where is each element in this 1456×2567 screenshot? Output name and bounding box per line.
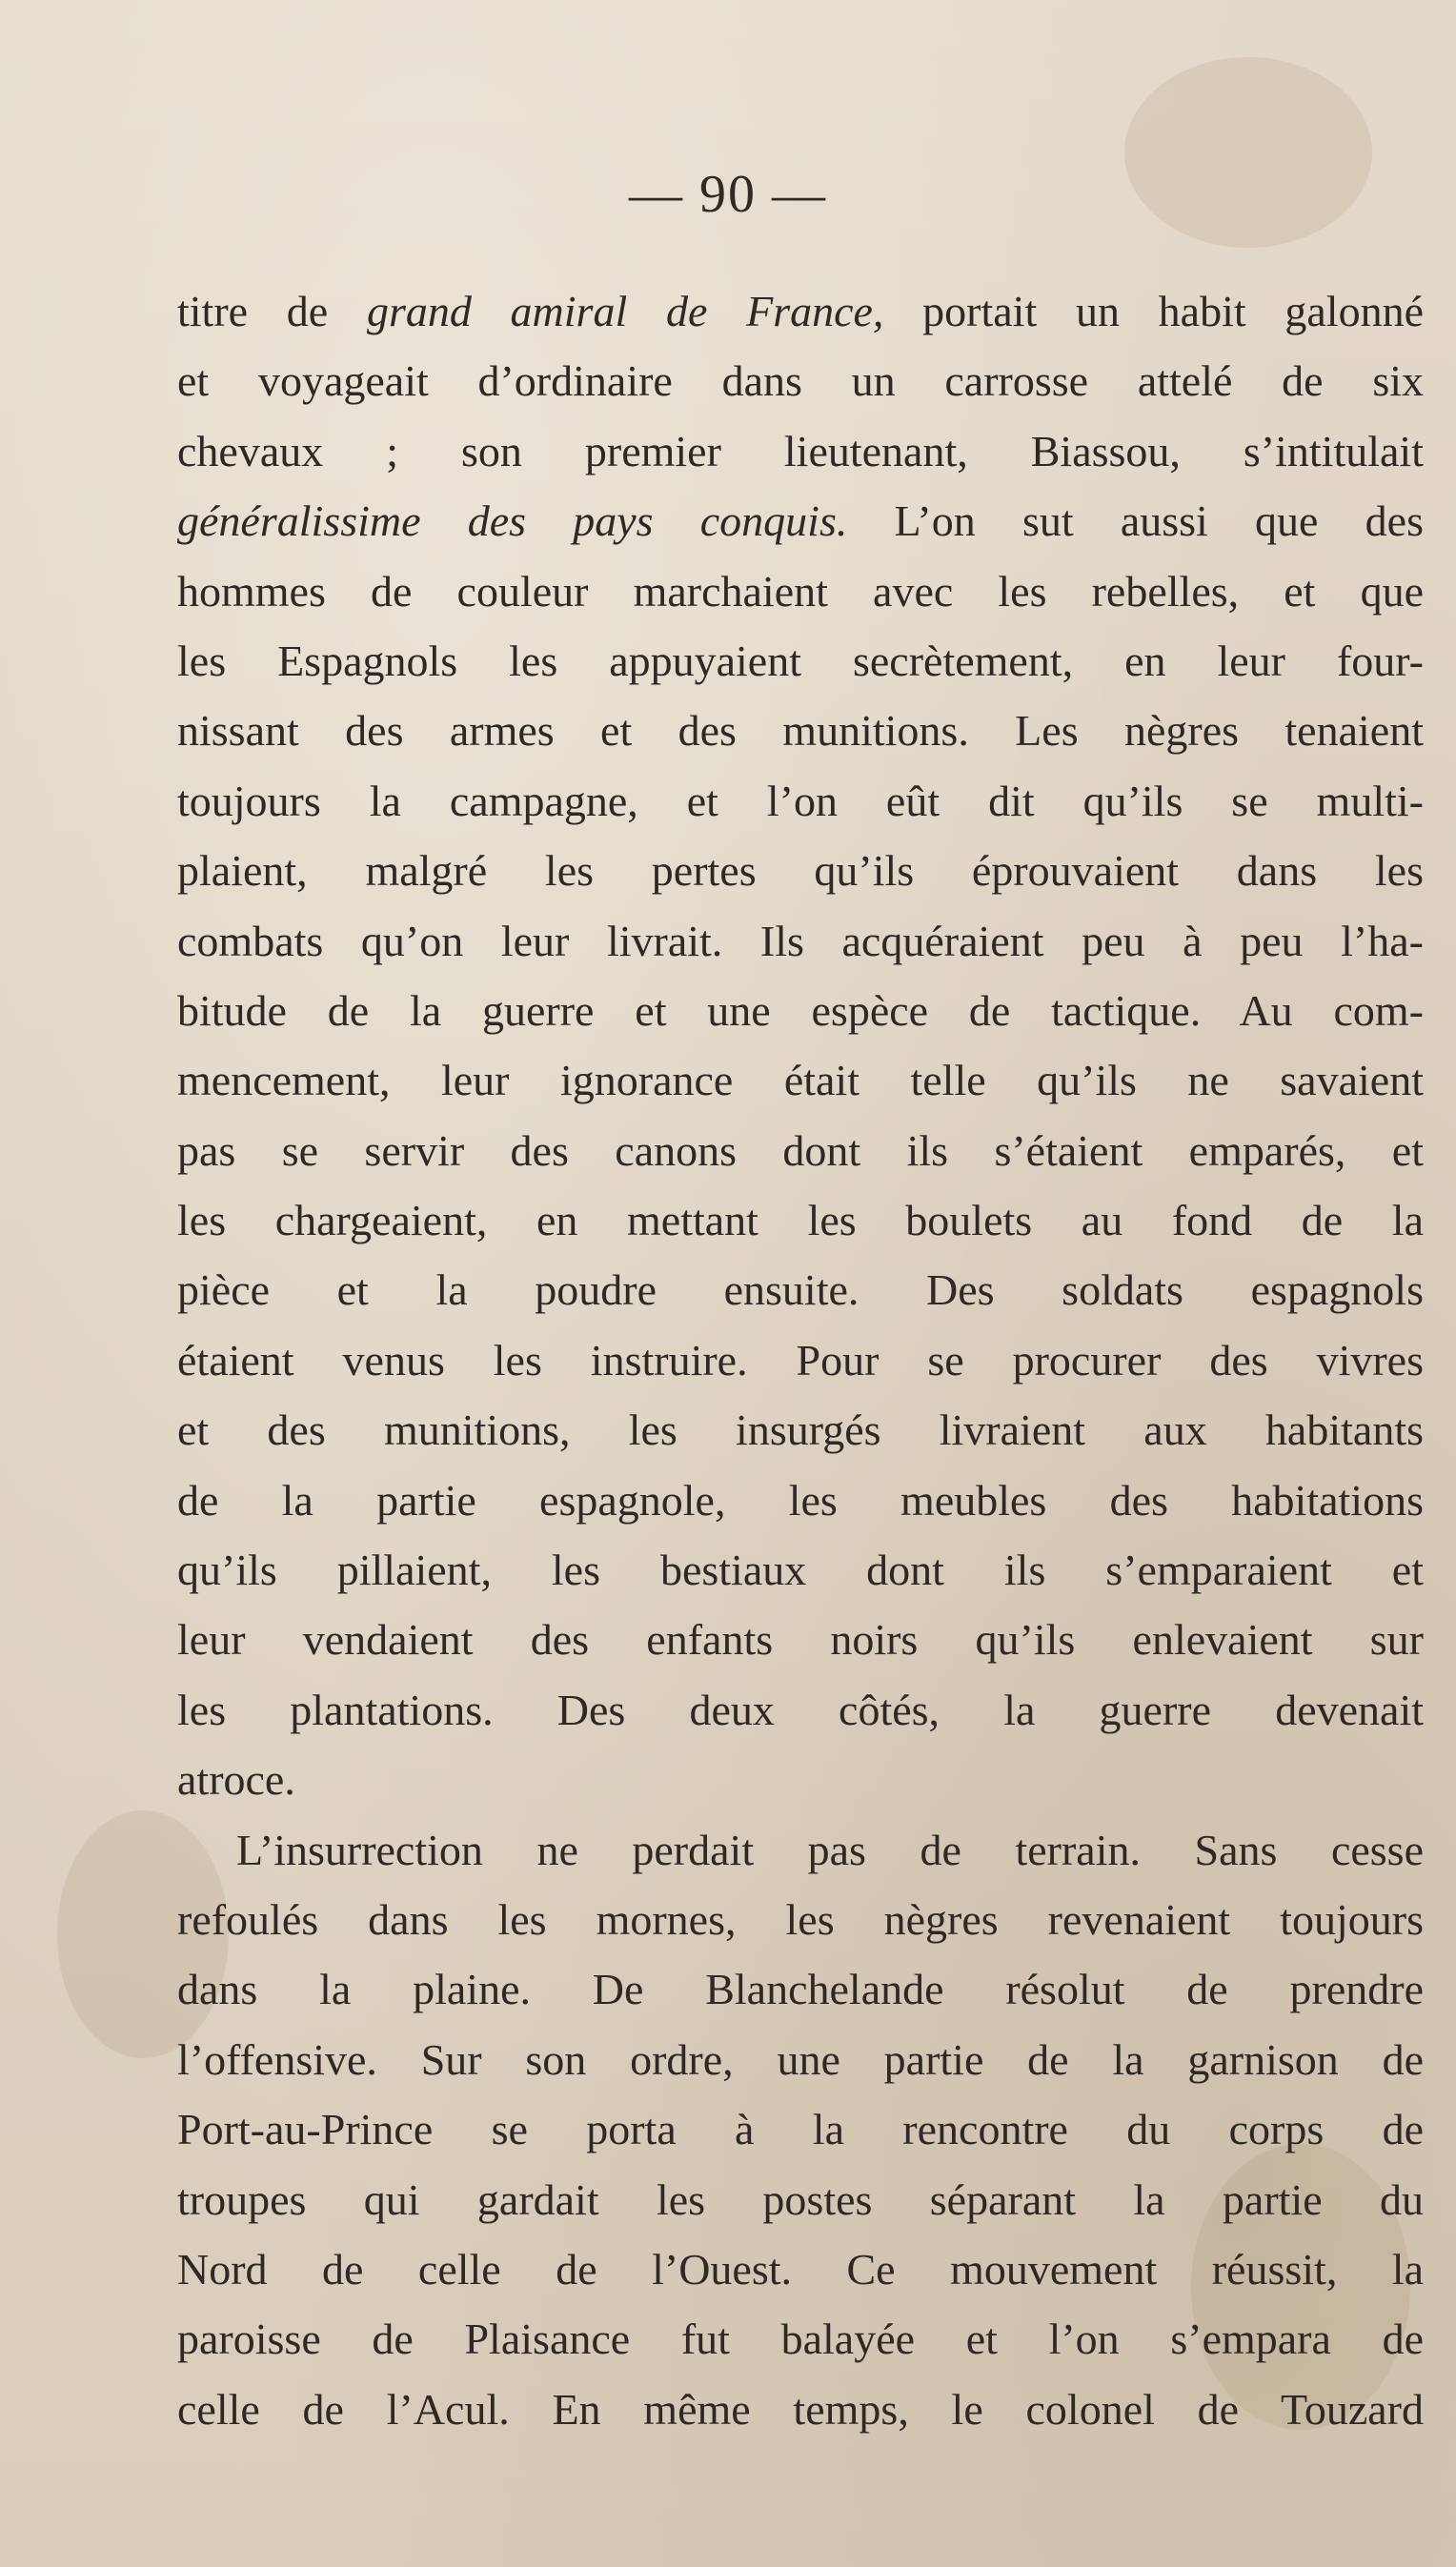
text-line: de la partie espagnole, les meubles des habitations	[177, 1475, 1424, 1525]
text-line: Nord de celle de l’Ouest. Ce mouvement réussit, la	[177, 2244, 1424, 2294]
text-line: bitude de la guerre et une espèce de tactique. Au com-	[177, 985, 1424, 1035]
text-line: atroce.	[177, 1755, 295, 1805]
text-line: troupes qui gardait les postes séparant la partie du	[177, 2174, 1424, 2224]
text-line: et des munitions, les insurgés livraient aux habitants	[177, 1405, 1424, 1455]
text-line: toujours la campagne, et l’on eût dit qu’ils se multi-	[177, 776, 1424, 825]
text-line: mencement, leur ignorance était telle qu’ils ne savaient	[177, 1056, 1424, 1105]
text-line: dans la plaine. De Blanchelande résolut de prendre	[177, 1965, 1424, 2014]
text-line: qu’ils pillaient, les bestiaux dont ils s’emparaient et	[177, 1546, 1424, 1595]
text-line: chevaux ; son premier lieutenant, Biassou, s’intitulait	[177, 426, 1424, 475]
text-line: plaient, malgré les pertes qu’ils éprouvaient dans les	[177, 846, 1424, 896]
text-line: étaient venus les instruire. Pour se procurer des vivres	[177, 1335, 1424, 1385]
text-line: les Espagnols les appuyaient secrètement, en leur four-	[177, 636, 1424, 685]
text-line: combats qu’on leur livrait. Ils acquéraient peu à peu l’ha-	[177, 916, 1424, 965]
text-line: les plantations. Des deux côtés, la guerre devenait	[177, 1685, 1424, 1734]
page-number: — 90 —	[629, 165, 827, 224]
text-line: les chargeaient, en mettant les boulets au fond de la	[177, 1196, 1424, 1245]
text-line: généralissime des pays conquis. L’on sut aussi que des	[177, 496, 1424, 546]
text-line: leur vendaient des enfants noirs qu’ils enlevaient sur	[177, 1615, 1424, 1665]
text-line: et voyageait d’ordinaire dans un carrosse attelé de six	[177, 356, 1424, 406]
text-line: paroisse de Plaisance fut balayée et l’on s’empara de	[177, 2314, 1424, 2364]
paragraph-start-line: L’insurrection ne perdait pas de terrain. Sans cesse	[236, 1825, 1424, 1874]
text-line: Port-au-Prince se porta à la rencontre du corps de	[177, 2105, 1424, 2154]
text-line: pièce et la poudre ensuite. Des soldats espagnols	[177, 1265, 1424, 1315]
text-line: celle de l’Acul. En même temps, le colonel de Touzard	[177, 2384, 1424, 2434]
text-line: nissant des armes et des munitions. Les nègres tenaient	[177, 706, 1424, 756]
text-line: l’offensive. Sur son ordre, une partie de la garnison de	[177, 2034, 1424, 2084]
text-line: pas se servir des canons dont ils s’étaient emparés, et	[177, 1125, 1424, 1175]
body-text	[177, 276, 1424, 2444]
text-line: refoulés dans les mornes, les nègres revenaient toujours	[177, 1894, 1424, 1944]
text-line: titre de grand amiral de France, portait un habit galonné	[177, 287, 1424, 335]
text-line: hommes de couleur marchaient avec les rebelles, et que	[177, 566, 1424, 616]
